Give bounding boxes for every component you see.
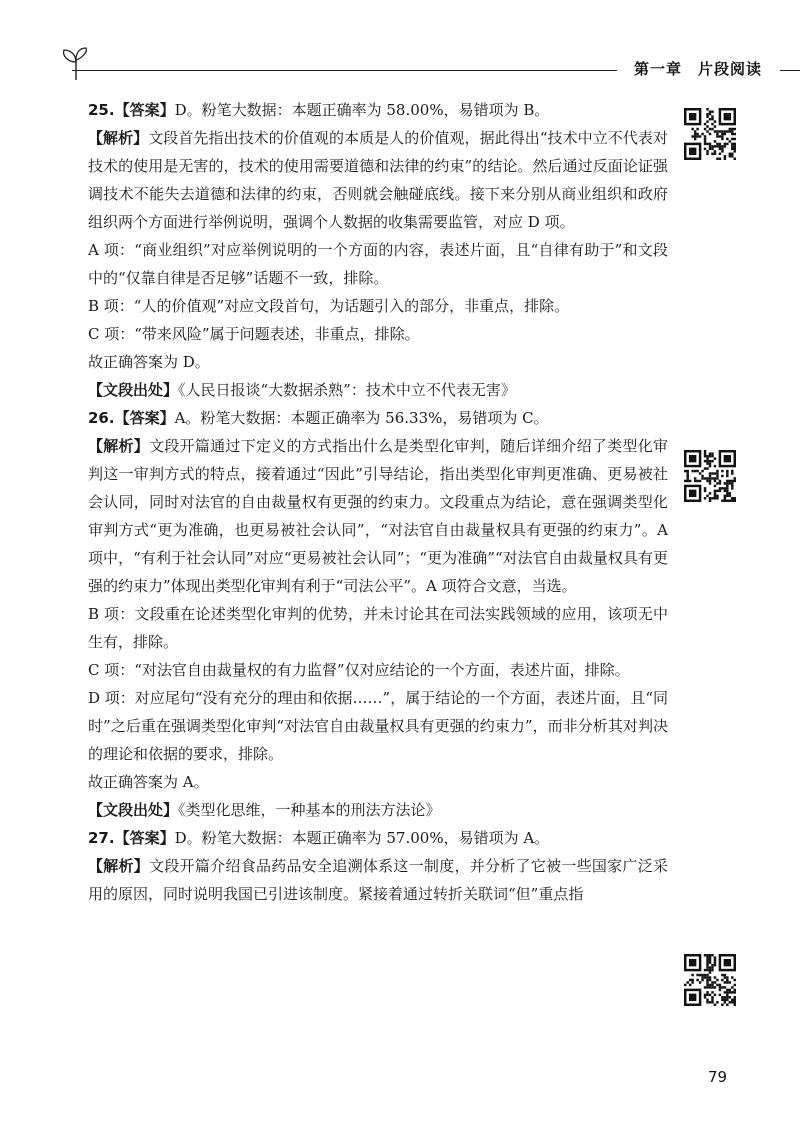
page-header <box>40 44 800 84</box>
q26-option-b: B 项：文段重在论述类型化审判的优势，并未讨论其在司法实践领域的应用，该项无中生有，排除。 <box>88 605 668 651</box>
qr-code-icon[interactable] <box>684 450 736 502</box>
section-label: 片段阅读 <box>698 60 763 78</box>
header-rule-left <box>72 70 617 71</box>
q25-option-b: B 项：“人的价值观”对应文段首句，为话题引入的部分，非重点，排除。 <box>88 297 570 315</box>
q27-analysis: 【解析】文段开篇介绍食品药品安全追溯体系这一制度，并分析了它被一些国家广泛采用的原因，同时说明我国已引进该制度。紧接着通过转折关联词“但”重点指 <box>88 857 668 903</box>
q26-answer: 26.【答案】A。粉笔大数据：本题正确率为 56.33%，易错项为 C。 <box>88 409 549 427</box>
q26-source: 【文段出处】《类型化思维，一种基本的刑法方法论》 <box>88 801 441 819</box>
q26-conclusion: 故正确答案为 A。 <box>88 773 209 791</box>
q27-answer: 27.【答案】D。粉笔大数据：本题正确率为 57.00%，易错项为 A。 <box>88 829 550 847</box>
answer-explanations <box>88 96 668 908</box>
q26-option-c: C 项：“对法官自由裁量权的有力监督”仅对应结论的一个方面，表述片面，排除。 <box>88 661 630 679</box>
chapter-label: 第一章 <box>634 60 683 78</box>
sprout-icon <box>56 44 96 84</box>
q26-option-d: D 项：对应尾句“没有充分的理由和依据……”，属于结论的一个方面，表述片面，且“同时”之后重在强调类型化审判“对法官自由裁量权具有更强的约束力”，而非分析其对判决的理论和依据的要求，排除。 <box>88 689 668 763</box>
qr-code-icon[interactable] <box>684 954 736 1006</box>
q25-conclusion: 故正确答案为 D。 <box>88 353 210 371</box>
q25-option-a: A 项：“商业组织”对应举例说明的一个方面的内容，表述片面，且“自律有助于”和文段中的“仅靠自律是否足够”话题不一致，排除。 <box>88 241 668 287</box>
q25-analysis: 【解析】文段首先指出技术的价值观的本质是人的价值观，据此得出“技术中立不代表对技术的使用是无害的，技术的使用需要道德和法律的约束”的结论。然后通过反面论证强调技术不能失去道德和法律的约束，否则就会触碰底线。接下来分别从商业组织和政府组织两个方面进行举例说明，强调个人数据的收集需要监管，对应 D 项。 <box>88 129 668 231</box>
q25-source: 【文段出处】《人民日报谈“大数据杀熟”：技术中立不代表无害》 <box>88 381 516 399</box>
q25-answer: 25.【答案】D。粉笔大数据：本题正确率为 58.00%，易错项为 B。 <box>88 101 550 119</box>
header-rule-right <box>780 70 800 71</box>
qr-code-icon[interactable] <box>684 108 736 160</box>
chapter-title <box>634 58 762 79</box>
q25-option-c: C 项：“带来风险”属于问题表述，非重点，排除。 <box>88 325 420 343</box>
page-number: 79 <box>708 1068 728 1086</box>
q26-analysis: 【解析】文段开篇通过下定义的方式指出什么是类型化审判，随后详细介绍了类型化审判这一审判方式的特点，接着通过“因此”引导结论，指出类型化审判更准确、更易被社会认同，同时对法官的自由裁量权有更强的约束力。文段重点为结论，意在强调类型化审判方式“更为准确，也更易被社会认同”，“对法官自由裁量权具有更强的约束力”。A 项中，“有利于社会认同”对应“更易被社会认同”；“更为准确”“对法官自由裁量权具有更强的约束力”体现出类型化审判有利于“司法公平”。A 项符合文意，当选。 <box>88 437 668 595</box>
